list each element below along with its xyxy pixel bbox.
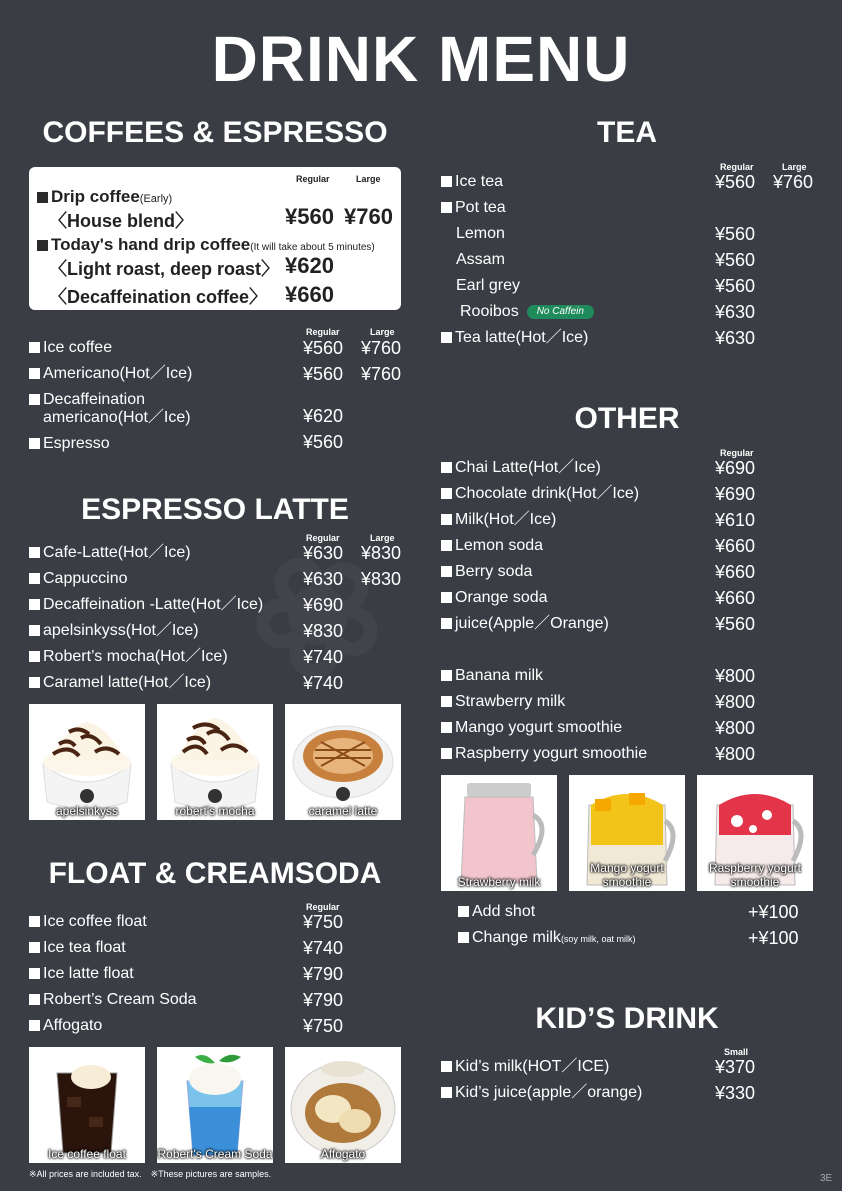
menu-item-espresso[interactable]: Espresso [29,433,110,455]
menu-item-apelsinkyss[interactable]: apelsinkyss(Hot／Ice) [29,620,199,642]
price-regular: ¥560 [303,364,344,384]
price-regular: ¥800 [715,718,756,738]
price-regular: ¥560 [303,432,344,452]
menu-item-chai-latte[interactable]: Chai Latte(Hot／Ice) [441,457,601,479]
drip-coffee-item[interactable] [37,187,172,207]
menu-item-pot-tea[interactable]: Pot tea [441,197,506,219]
photo-affogato [285,1047,401,1163]
price-regular: ¥610 [715,510,756,530]
menu-item-tea-latte[interactable]: Tea latte(Hot／Ice) [441,327,588,349]
regular-header: Regular [306,327,340,337]
regular-header: Regular [720,448,754,458]
menu-item-roberts-mocha[interactable]: Robert’s mocha(Hot／Ice) [29,646,228,668]
extra-price: +¥100 [748,902,799,922]
menu-item-lemon-soda[interactable]: Lemon soda [441,535,543,557]
hand-drip-item[interactable] [37,235,375,255]
price-regular: ¥560 [715,172,756,192]
menu-item-mango-smoothie[interactable]: Mango yogurt smoothie [441,717,622,739]
menu-item-milk[interactable]: Milk(Hot／Ice) [441,509,556,531]
photo-caption: Robert's Cream Soda [157,1147,273,1161]
price-regular: ¥800 [715,692,756,712]
photo-caption: Ice coffee float [48,1147,126,1161]
price-regular: ¥690 [715,484,756,504]
photo-caption: Raspberry yogurt smoothie [708,861,802,889]
page-title: DRINK MENU [211,23,631,95]
drip-coffee-note: (Early) [139,193,173,205]
section-title-kids: KID’S DRINK [535,1002,719,1035]
photo-caption: Strawberry milk [457,875,541,889]
price-large: ¥760 [361,338,402,358]
photo-caption: caramel latte [308,804,378,818]
small-header: Small [724,1047,749,1057]
light-roast-price: ¥620 [285,253,334,278]
price-regular: ¥830 [303,621,344,641]
menu-item-kids-juice[interactable]: Kid’s juice(apple／orange) [441,1082,642,1104]
menu-item-add-shot[interactable]: Add shot [458,901,535,923]
price-regular: ¥560 [715,250,756,270]
house-blend-regular-price: ¥560 [285,204,334,229]
menu-item-ice-tea-float[interactable]: Ice tea float [29,937,126,959]
price-regular: ¥630 [715,302,756,322]
price-regular: ¥690 [303,595,344,615]
photo-roberts-cream-soda [157,1047,273,1163]
light-roast-label: 〈Light roast, deep roast〉 [49,259,280,279]
photo-caption: Affogato [320,1147,366,1161]
drip-coffee-box [29,167,401,310]
section-title-other: OTHER [574,402,680,435]
price-regular: ¥660 [715,588,756,608]
price-regular: ¥560 [715,614,756,634]
photo-caption: apelsinkyss [55,804,119,818]
price-large: ¥830 [361,543,402,563]
menu-item-earl-grey[interactable]: Earl grey [456,277,521,294]
menu-item-chocolate-drink[interactable]: Chocolate drink(Hot／Ice) [441,483,639,505]
section-title-float: FLOAT & CREAMSODA [48,857,382,890]
regular-header: Regular [306,533,340,543]
menu-item-decaf-americano-line2: americano(Hot／Ice) [43,409,191,426]
menu-item-berry-soda[interactable]: Berry soda [441,561,532,583]
footnote: ※All prices are included tax. ※These pictures are samples. [29,1169,272,1179]
menu-item-kids-milk[interactable]: Kid’s milk(HOT／ICE) [441,1056,609,1078]
extra-price: +¥100 [748,928,799,948]
menu-item-strawberry-milk[interactable]: Strawberry milk [441,691,565,713]
drip-coffee-label: Drip coffee [51,187,140,206]
menu-item-caramel-latte[interactable]: Caramel latte(Hot／Ice) [29,672,211,694]
change-milk-note: (soy milk, oat milk) [560,934,636,944]
section-title-latte: ESPRESSO LATTE [81,493,349,526]
menu-item-ice-coffee[interactable]: Ice coffee [29,337,112,359]
menu-item-affogato[interactable]: Affogato [29,1015,102,1037]
price-regular: ¥630 [303,543,344,563]
photo-roberts-mocha [157,704,273,820]
price-regular: ¥800 [715,744,756,764]
price-regular: ¥560 [303,338,344,358]
price-regular: ¥800 [715,666,756,686]
menu-item-juice[interactable]: juice(Apple／Orange) [441,613,609,635]
photo-ice-coffee-float [29,1047,145,1163]
price-regular: ¥740 [303,938,344,958]
page-number: 3E [820,1173,833,1184]
price-regular: ¥740 [303,673,344,693]
menu-item-orange-soda[interactable]: Orange soda [441,587,548,609]
section-title-tea: TEA [597,116,657,149]
hand-drip-note: (It will take about 5 minutes) [250,242,375,253]
menu-item-decaf-latte[interactable]: Decaffeination -Latte(Hot／Ice) [29,594,263,616]
large-header: Large [370,327,395,337]
house-blend-large-price: ¥760 [344,204,393,229]
decaf-coffee-price: ¥660 [285,282,334,307]
menu-item-roberts-cream-soda[interactable]: Robert’s Cream Soda [29,989,197,1011]
price-regular: ¥660 [715,562,756,582]
menu-item-ice-coffee-float[interactable]: Ice coffee float [29,911,147,933]
no-caffeine-badge: No Caffein [527,305,594,319]
house-blend-label: 〈House blend〉 [49,211,194,231]
decaf-coffee-label: 〈Decaffeination coffee〉 [49,287,268,307]
price-regular: ¥560 [715,224,756,244]
menu-item-assam[interactable]: Assam [456,251,505,268]
menu-item-cafe-latte[interactable]: Cafe-Latte(Hot／Ice) [29,542,191,564]
photo-caption: robert's mocha [175,804,255,818]
price-large: ¥760 [361,364,402,384]
photo-raspberry-smoothie [697,775,813,891]
menu-item-change-milk[interactable]: Change milk(soy milk, oat milk) [458,927,635,949]
price-regular: ¥620 [303,406,344,426]
photo-caption: Mango yogurt smoothie [590,861,664,889]
large-header: Large [782,162,807,172]
price-regular: ¥630 [715,328,756,348]
price-large: ¥760 [773,172,814,192]
menu-item-lemon-tea[interactable]: Lemon [456,225,505,242]
price-regular: ¥630 [303,569,344,589]
price-regular: ¥690 [715,458,756,478]
menu-item-americano[interactable]: Americano(Hot／Ice) [29,363,192,385]
photo-caramel-latte [285,704,401,820]
menu-item-ice-latte-float[interactable]: Ice latte float [29,963,134,985]
large-header: Large [356,174,381,184]
large-header: Large [370,533,395,543]
price-small: ¥370 [715,1057,756,1077]
price-regular: ¥790 [303,990,344,1010]
price-large: ¥830 [361,569,402,589]
price-regular: ¥560 [715,276,756,296]
price-regular: ¥790 [303,964,344,984]
price-regular: ¥750 [303,912,344,932]
regular-header: Regular [296,174,330,184]
price-regular: ¥750 [303,1016,344,1036]
regular-header: Regular [720,162,754,172]
price-regular: ¥740 [303,647,344,667]
hand-drip-label: Today's hand drip coffee [51,235,251,254]
section-title-coffees: COFFEES & ESPRESSO [42,116,388,149]
menu-item-decaf-americano[interactable]: Decaffeination [29,389,145,411]
price-regular: ¥660 [715,536,756,556]
menu-item-ice-tea[interactable]: Ice tea [441,171,503,193]
menu-item-rooibos[interactable]: Rooibos No Caffein [460,301,594,323]
price-small: ¥330 [715,1083,756,1103]
regular-header: Regular [306,902,340,912]
photo-strawberry-milk [441,775,557,891]
menu-item-banana-milk[interactable]: Banana milk [441,665,543,687]
menu-item-cappuccino[interactable]: Cappuccino [29,568,128,590]
photo-apelsinkyss [29,704,145,820]
menu-item-raspberry-smoothie[interactable]: Raspberry yogurt smoothie [441,743,647,765]
photo-mango-smoothie [569,775,685,891]
